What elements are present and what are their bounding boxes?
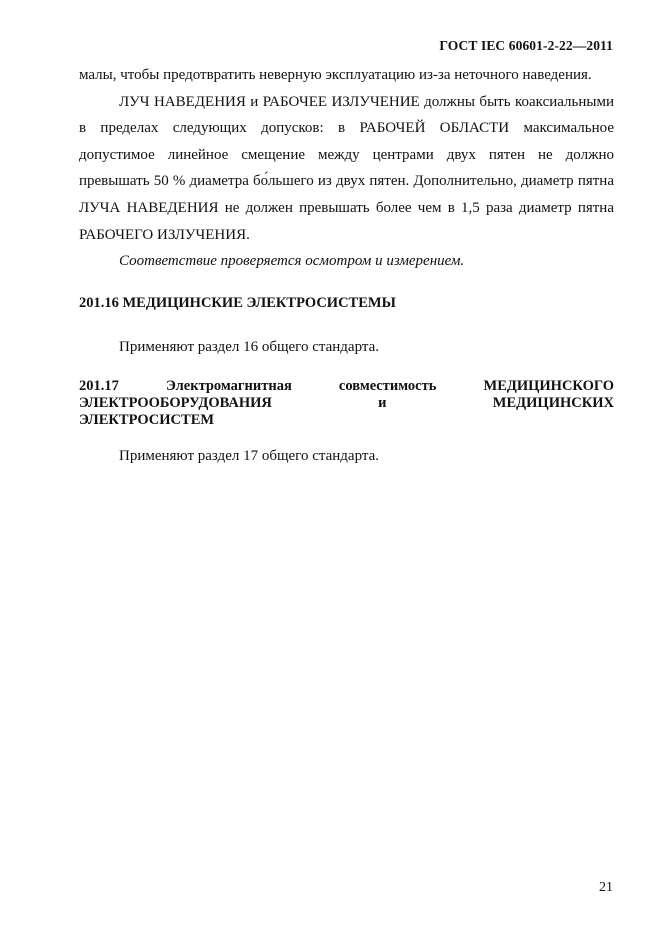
section-201-17-title: [79, 378, 614, 429]
document-body: [79, 62, 614, 470]
compliance-statement: Соответствие проверяется осмотром и измерением.: [119, 253, 465, 270]
section-201-17-title-line2: ЭЛЕКТРООБОРУДОВАНИЯ и МЕДИЦИНСКИХ: [79, 395, 614, 412]
section-201-17-title-line3: ЭЛЕКТРОСИСТЕМ: [79, 412, 215, 429]
document-header: ГОСТ IEC 60601-2-22—2011: [439, 38, 613, 53]
page-number: 21: [599, 880, 613, 895]
section-201-16-text: Применяют раздел 16 общего стандарта.: [119, 338, 380, 355]
section-201-16-title: 201.16 МЕДИЦИНСКИЕ ЭЛЕКТРОСИСТЕМЫ: [79, 294, 396, 311]
paragraph-continuation: малы, чтобы предотвратить неверную эксплуатацию из-за неточного наведения.: [79, 67, 592, 83]
section-201-17-title-line1: 201.17 Электромагнитная совместимость МЕДИЦИНСКОГО: [79, 378, 614, 395]
section-201-17-text: Применяют раздел 17 общего стандарта.: [119, 448, 380, 465]
paragraph-coaxial-requirement: ЛУЧ НАВЕДЕНИЯ и РАБОЧЕЕ ИЗЛУЧЕНИЕ должны быть коаксиальными в пределах следующих допусков: в РАБОЧЕЙ ОБЛАСТИ максимальное допустимое линейное смещение между центрами двух пятен не должно превышать 50 % диаметра бо́льшего из двух пятен. Дополнительно, диаметр пятна ЛУЧА НАВЕДЕНИЯ не должен превышать более чем в 1,5 раза диаметр пятна РАБОЧЕГО ИЗЛУЧЕНИЯ.: [79, 93, 614, 243]
